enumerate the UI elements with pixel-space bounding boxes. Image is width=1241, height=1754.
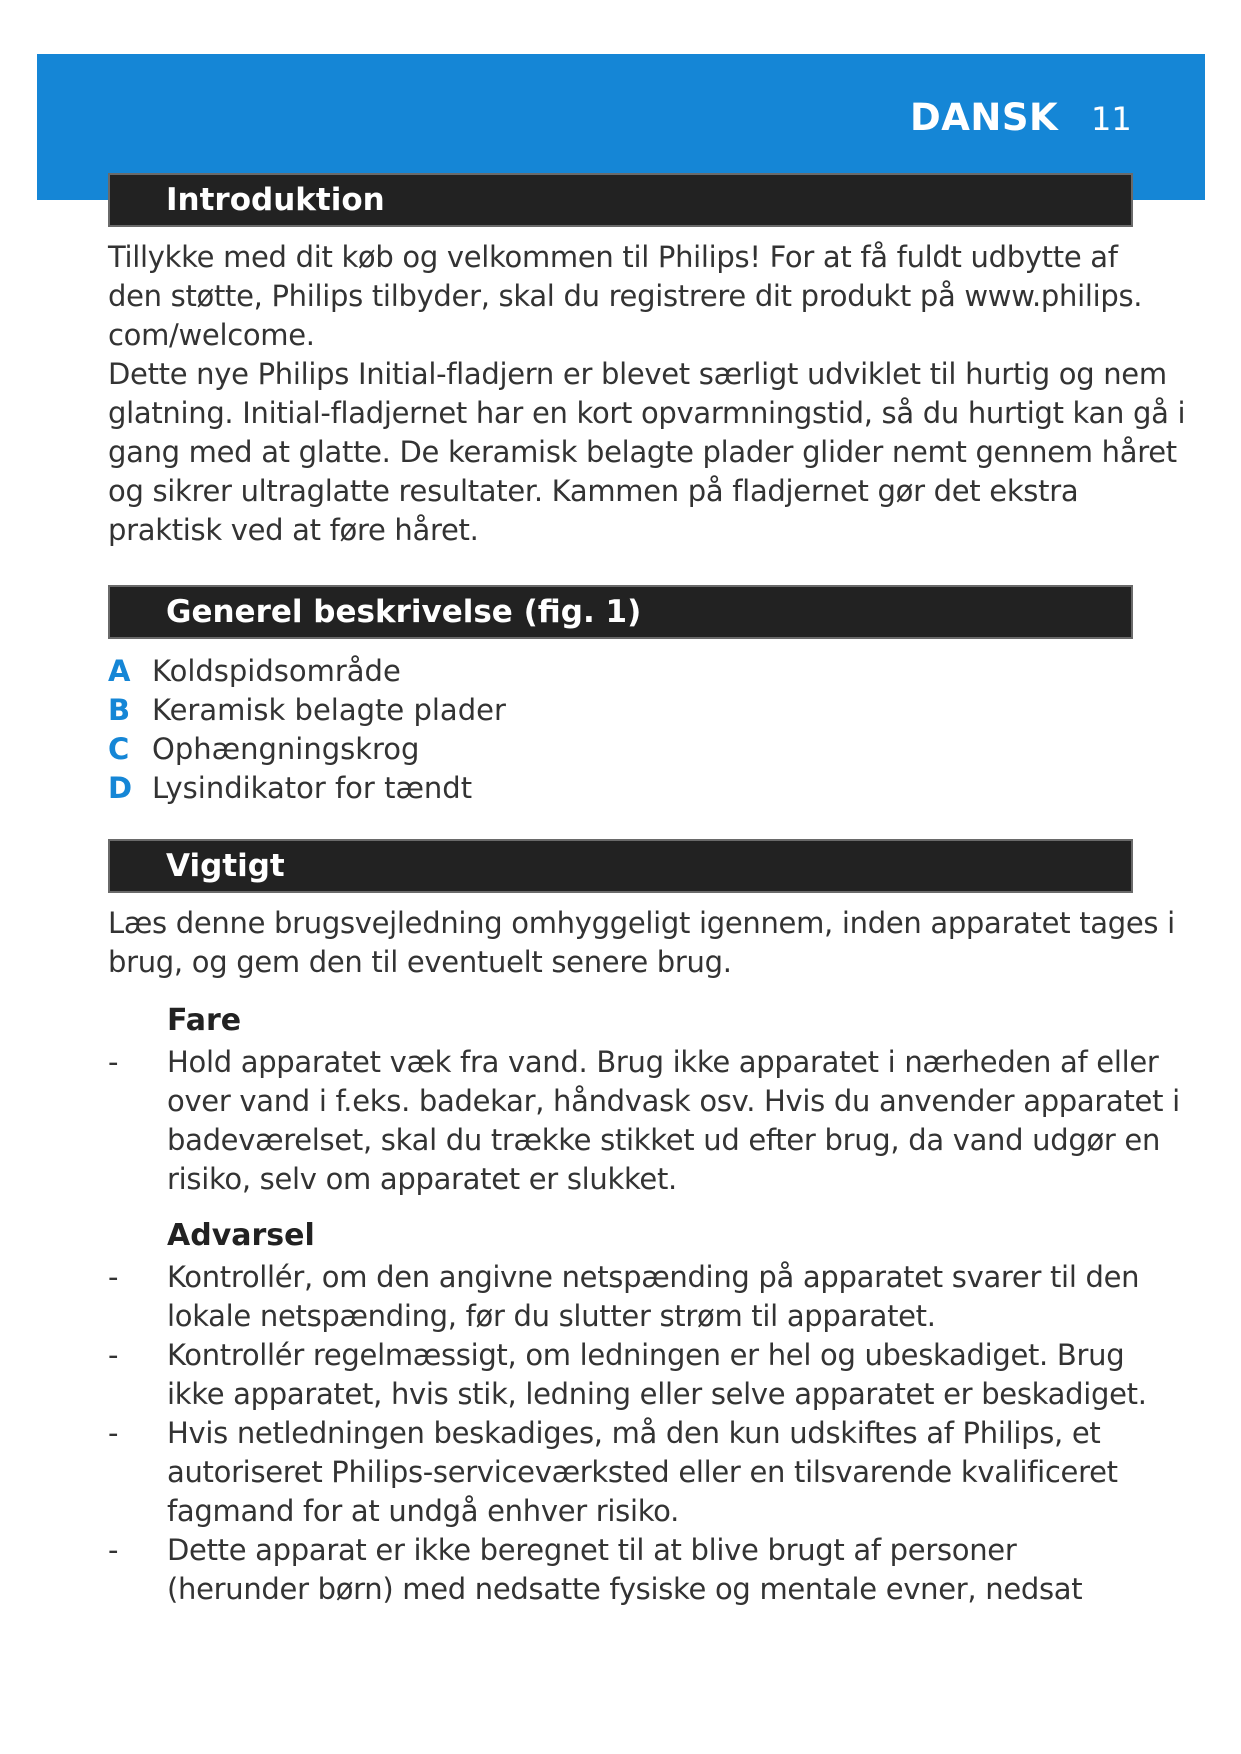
bullet-line: (herunder børn) med nedsatte fysiske og mentale evner, nedsat	[167, 1572, 1083, 1606]
bullet-item	[108, 1336, 1147, 1414]
danger-bullets	[108, 1043, 1180, 1199]
bullet-line: Kontrollér, om den angivne netspænding på apparatet svarer til den	[167, 1260, 1140, 1294]
bullet-line: fagmand for at undgå enhver risiko.	[167, 1494, 680, 1528]
intro-line: com/welcome.	[108, 318, 315, 352]
intro-line: Dette nye Philips Initial-fladjern er blevet særligt udviklet til hurtig og nem	[108, 357, 1167, 391]
page-number: 11	[1091, 100, 1132, 138]
bullet-item	[108, 1258, 1147, 1336]
bullet-dash: -	[108, 1338, 119, 1372]
item-text: Koldspidsområde	[152, 654, 401, 688]
bullet-item	[108, 1043, 1180, 1199]
section-bar-important: Vigtigt	[110, 841, 1131, 891]
language-label: DANSK	[910, 96, 1059, 139]
intro-line: gang med at glatte. De keramisk belagte plader glider nemt gennem håret	[108, 435, 1177, 469]
warning-bullets	[108, 1258, 1147, 1609]
intro-line: praktisk ved at føre håret.	[108, 513, 479, 547]
item-letter: B	[108, 693, 131, 727]
intro-line: og sikrer ultraglatte resultater. Kammen på fladjernet gør det ekstra	[108, 474, 1079, 508]
item-letter: A	[108, 654, 131, 688]
important-line: Læs denne brugsvejledning omhyggeligt igennem, inden apparatet tages i	[108, 906, 1175, 940]
bullet-line: autoriseret Philips-serviceværksted eller en tilsvarende kvalificeret	[167, 1455, 1118, 1489]
list-item	[108, 652, 506, 691]
list-item	[108, 730, 506, 769]
bullet-line: Kontrollér regelmæssigt, om ledningen er hel og ubeskadiget. Brug	[167, 1338, 1125, 1372]
bullet-item	[108, 1414, 1147, 1531]
intro-line: glatning. Initial-fladjernet har en kort opvarmningstid, så du hurtigt kan gå i	[108, 396, 1186, 430]
bullet-line: lokale netspænding, før du slutter strøm til apparatet.	[167, 1299, 936, 1333]
bullet-dash: -	[108, 1416, 119, 1450]
intro-line: Tillykke med dit køb og velkommen til Philips! For at få fuldt udbytte af	[108, 240, 1118, 274]
item-letter: C	[108, 732, 130, 766]
bullet-line: Hvis netledningen beskadiges, må den kun udskiftes af Philips, et	[167, 1416, 1101, 1450]
bullet-line: risiko, selv om apparatet er slukket.	[167, 1162, 677, 1196]
bullet-line: badeværelset, skal du trække stikket ud efter brug, da vand udgør en	[167, 1123, 1161, 1157]
bullet-line: Hold apparatet væk fra vand. Brug ikke apparatet i nærheden af eller	[167, 1045, 1159, 1079]
item-letter: D	[108, 771, 133, 805]
subheading-warning: Advarsel	[167, 1218, 315, 1253]
bullet-dash: -	[108, 1533, 119, 1567]
bullet-line: Dette apparat er ikke beregnet til at blive brugt af personer	[167, 1533, 1017, 1567]
section-bar-intro: Introduktion	[110, 175, 1131, 225]
bullet-dash: -	[108, 1045, 119, 1079]
item-text: Lysindikator for tændt	[152, 771, 473, 805]
list-item	[108, 769, 506, 808]
item-text: Ophængningskrog	[152, 732, 420, 766]
bullet-line: ikke apparatet, hvis stik, ledning eller selve apparatet er beskadiget.	[167, 1377, 1147, 1411]
bullet-item	[108, 1531, 1147, 1609]
bullet-line: over vand i f.eks. badekar, håndvask osv. Hvis du anvender apparatet i	[167, 1084, 1180, 1118]
subheading-danger: Fare	[167, 1003, 242, 1038]
item-text: Keramisk belagte plader	[152, 693, 506, 727]
important-paragraph	[108, 904, 1175, 982]
section-bar-description: Generel beskrivelse (fig. 1)	[110, 587, 1131, 637]
list-item	[108, 691, 506, 730]
intro-paragraph	[108, 238, 1185, 550]
intro-line: den støtte, Philips tilbyder, skal du registrere dit produkt på www.philips.	[108, 279, 1143, 313]
parts-list	[108, 652, 506, 808]
bullet-dash: -	[108, 1260, 119, 1294]
important-line: brug, og gem den til eventuelt senere brug.	[108, 945, 732, 979]
